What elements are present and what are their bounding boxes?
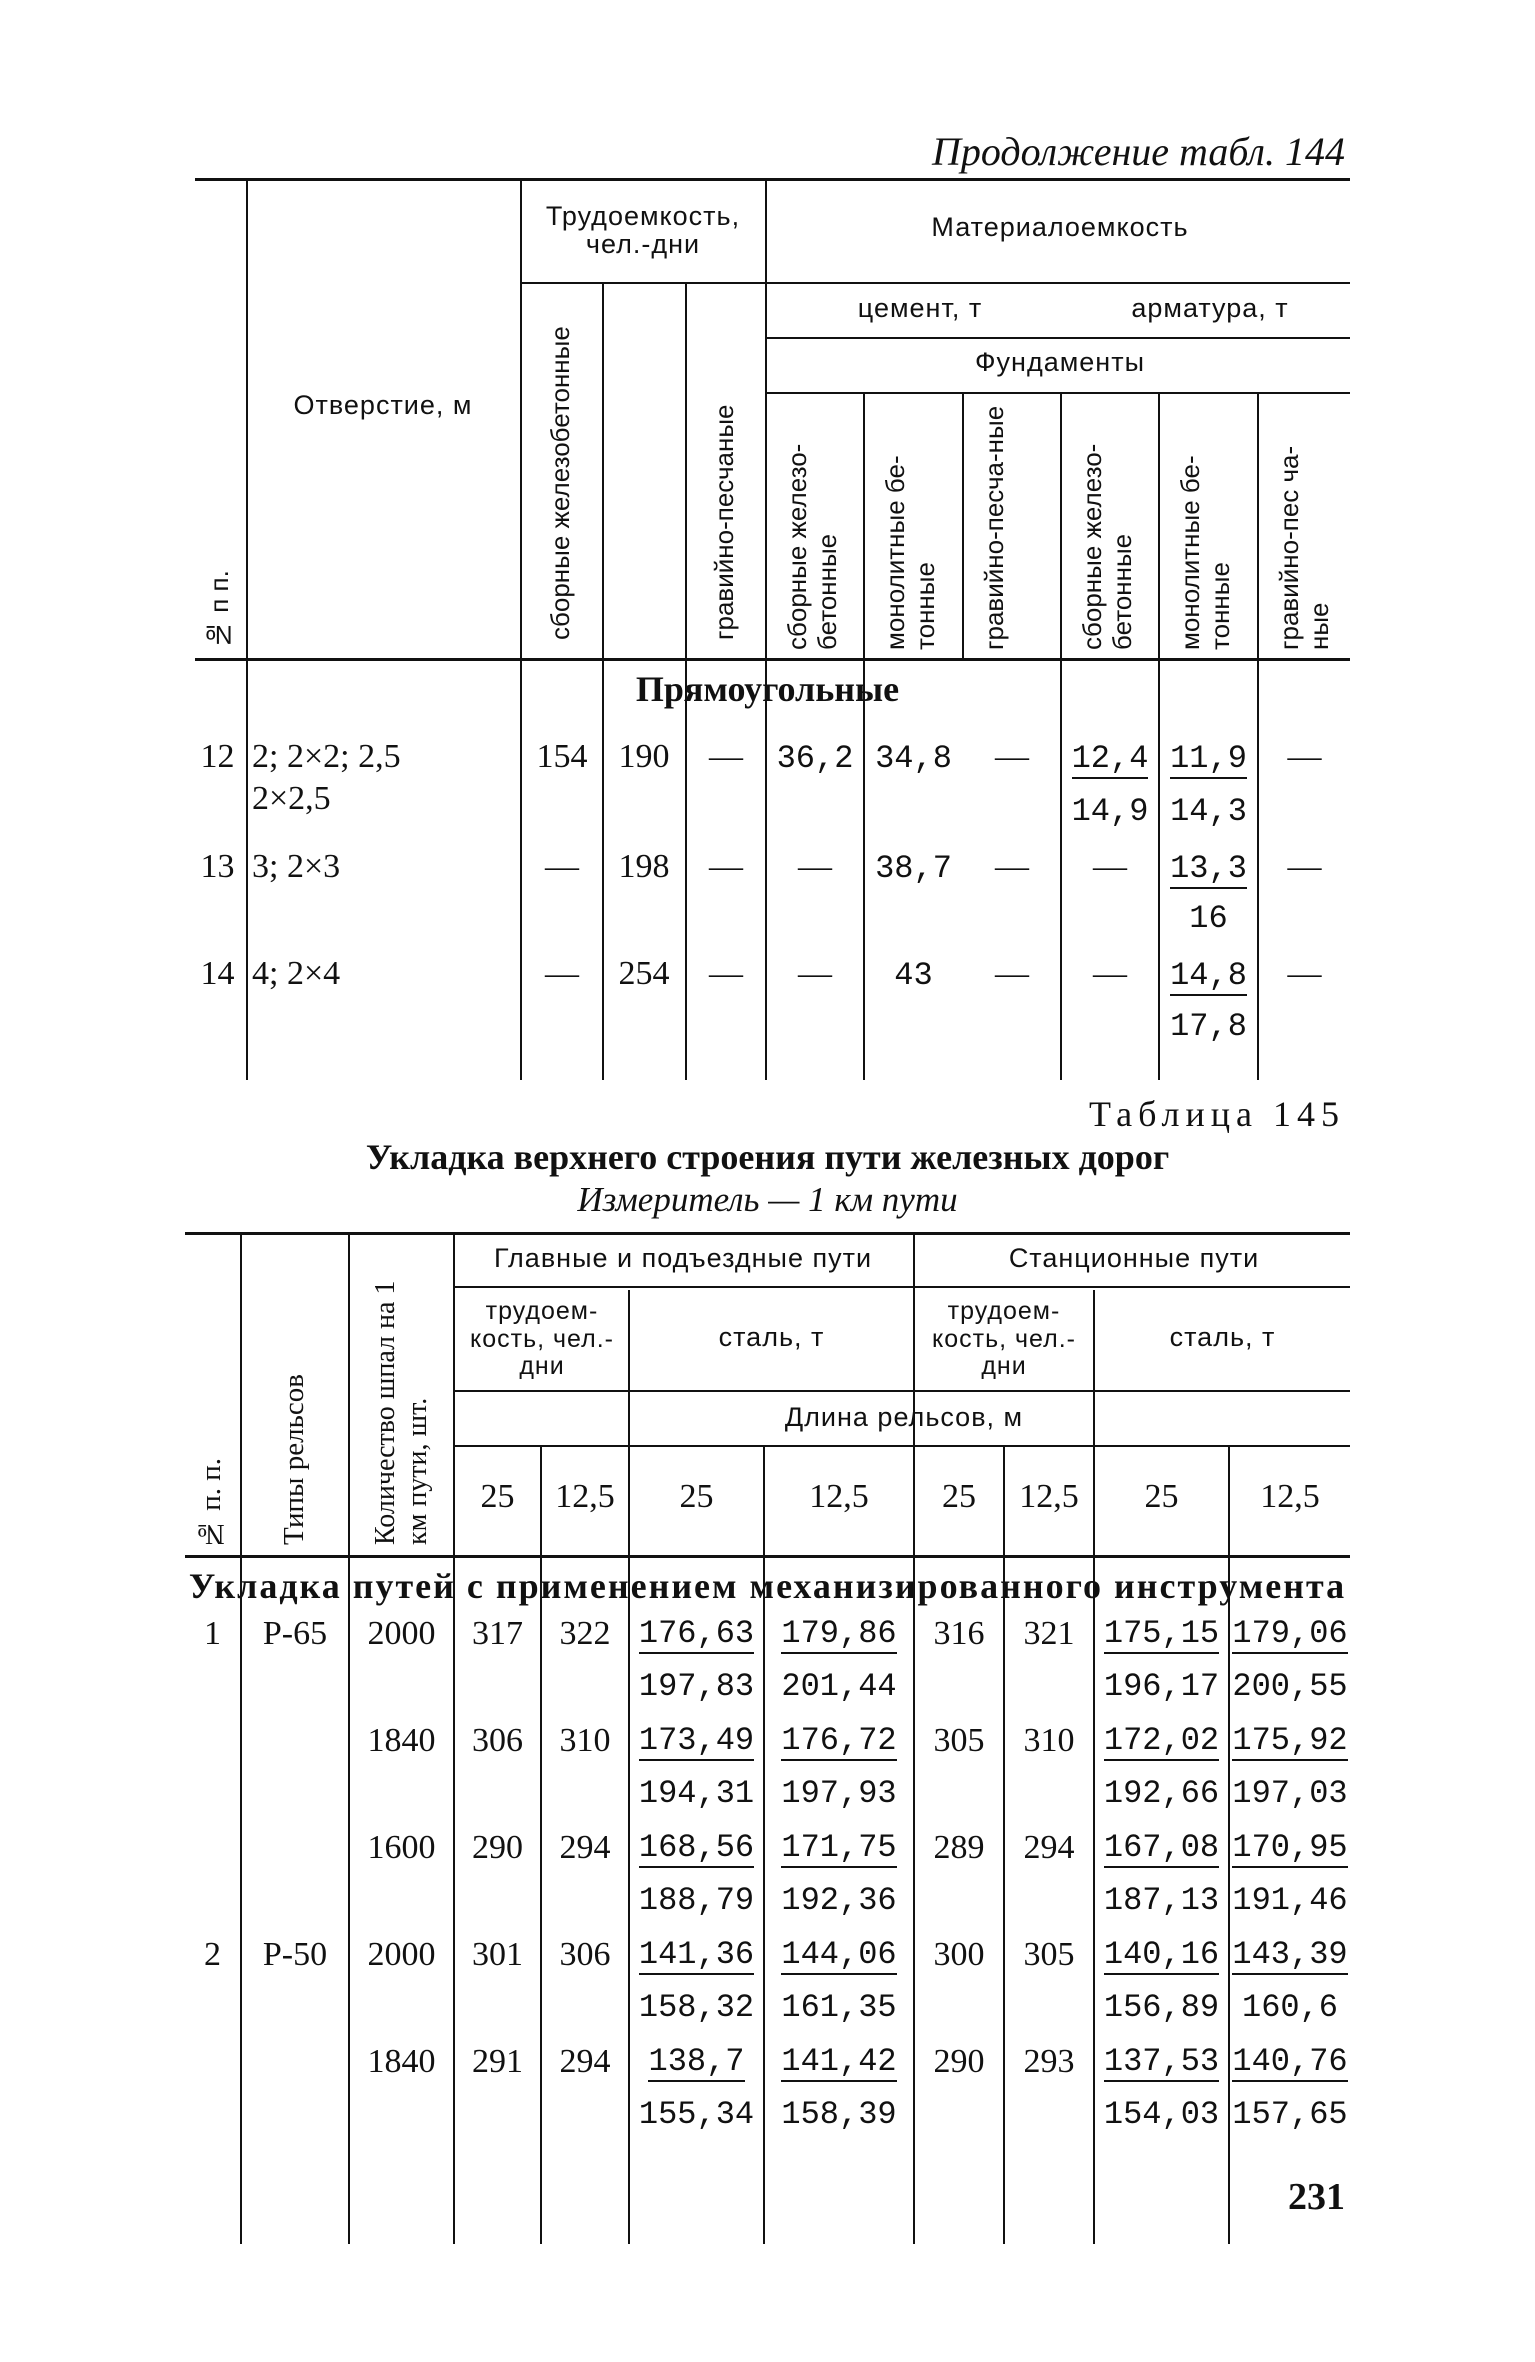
t145-r3-e: 289	[933, 1829, 985, 1866]
len-5: 25	[942, 1478, 976, 1515]
row14-no: 14	[200, 955, 235, 992]
row12-c6: —	[995, 738, 1029, 775]
row12-opening2: 2×2,5	[252, 780, 331, 817]
row14-opening: 4; 2×4	[252, 955, 341, 992]
t145-r1-c2: 197,83	[638, 1668, 755, 1705]
header-main-steel: сталь, т	[718, 1322, 825, 1352]
t145-r5-d1	[765, 2043, 913, 2080]
t145-r3-c2: 188,79	[638, 1882, 755, 1919]
row14-c1: —	[545, 955, 579, 992]
t145-r4-h2: 160,6	[1241, 1989, 1338, 2026]
t145-r3-g2: 187,13	[1103, 1882, 1220, 1919]
row12-c3: —	[709, 738, 743, 775]
t145-r2-h2: 197,03	[1232, 1775, 1348, 1812]
row13-no: 13	[200, 848, 235, 885]
header-sleepers: Количество шпал на 1 км пути, шт.	[370, 1280, 434, 1545]
row14-c7: —	[1093, 955, 1127, 992]
row12-opening: 2; 2×2; 2,5	[252, 738, 401, 775]
t145-r1-f: 321	[1023, 1615, 1075, 1652]
section-rectangular: Прямоугольные	[635, 669, 900, 709]
t145-r1-d2: 201,44	[781, 1668, 897, 1705]
t145-r4-g1-value: 140,16	[1103, 1936, 1220, 1973]
t145-r2-d2: 197,93	[781, 1775, 897, 1812]
header-opening: Отверстие, м	[293, 390, 473, 420]
t145-r2-a: 306	[472, 1722, 523, 1759]
row12-c7: 12,4	[1071, 740, 1149, 777]
t145-r1-g2: 196,17	[1103, 1668, 1220, 1705]
row12-no: 12	[200, 738, 235, 775]
t145-r5-h1	[1230, 2043, 1350, 2080]
header-v-mat-4: сборные железо-бетонные	[1077, 443, 1137, 650]
t145-r1-sl: 2000	[367, 1615, 436, 1652]
header-v-mat-6: гравийно-пес ча-ные	[1274, 445, 1334, 650]
t145-r1-g1-value: 175,15	[1103, 1615, 1220, 1652]
t145-r1-e: 316	[933, 1615, 985, 1652]
t145-r5-g1-value: 137,53	[1103, 2043, 1220, 2080]
t145-r5-f: 293	[1023, 2043, 1075, 2080]
t145-r1-d1-value: 179,86	[781, 1615, 897, 1652]
section-mechanized: Укладка путей с применением механизированного инструмента	[188, 1566, 1347, 1606]
t145-r1-h1	[1230, 1615, 1350, 1652]
t145-r5-sl: 1840	[367, 2043, 436, 2080]
row14-c9: —	[1287, 955, 1322, 992]
header-main-labor: трудоем-кость, чел.-дни	[470, 1297, 614, 1380]
row14-c8b: 17,8	[1170, 1008, 1247, 1045]
header-main-tracks: Главные и подъездные пути	[493, 1243, 873, 1273]
t145-r1-a: 317	[472, 1615, 523, 1652]
t145-r4-g1	[1095, 1936, 1228, 1973]
t145-r5-h2: 157,65	[1232, 2096, 1348, 2133]
row12-c9: —	[1287, 738, 1322, 775]
t145-r2-f: 310	[1023, 1722, 1075, 1759]
t145-r3-d1-value: 171,75	[781, 1829, 897, 1866]
t145-r5-a: 291	[472, 2043, 523, 2080]
t145-r4-a: 301	[472, 1936, 523, 1973]
table-145-label: Таблица 145	[1089, 1094, 1345, 1134]
header-v-mat-2: монолитные бе-тонные	[880, 455, 940, 650]
row13-c8: 13,3	[1170, 850, 1247, 887]
row12-c2: 190	[618, 738, 670, 775]
t145-r1-no: 1	[204, 1615, 221, 1652]
t145-r4-d1	[765, 1936, 913, 1973]
t145-r1-b: 322	[559, 1615, 611, 1652]
row13-c9: —	[1287, 848, 1322, 885]
header-v-labor-1: сборные железобетонные	[545, 326, 575, 640]
row12-c8b: 14,3	[1170, 793, 1247, 830]
t145-r5-c1	[630, 2043, 763, 2080]
t145-r2-b: 310	[559, 1722, 611, 1759]
header-foundations: Фундаменты	[975, 347, 1145, 377]
header-v-mat-1: сборные железо-бетонные	[782, 443, 842, 650]
t145-r3-h1	[1230, 1829, 1350, 1866]
row12-c1: 154	[536, 738, 588, 775]
header-no-145: № п. п.	[195, 1457, 227, 1550]
t145-r1-g1	[1095, 1615, 1228, 1652]
t145-r2-g1	[1095, 1722, 1228, 1759]
row12-c7b: 14,9	[1071, 793, 1149, 830]
t145-r5-d1-value: 141,42	[781, 2043, 897, 2080]
t145-r4-rail: Р-50	[262, 1936, 328, 1973]
row14-c4: —	[798, 955, 832, 992]
header-rail-length: Длина рельсов, м	[784, 1402, 1024, 1432]
header-station-tracks: Станционные пути	[1008, 1243, 1260, 1273]
t145-r5-d2: 158,39	[781, 2096, 897, 2133]
t145-r3-c1	[630, 1829, 763, 1866]
t145-r4-d1-value: 144,06	[781, 1936, 897, 1973]
row14-c5: 43	[894, 957, 933, 994]
page-number: 231	[1288, 2176, 1345, 2218]
t145-r4-h1-value: 143,39	[1232, 1936, 1348, 1973]
t145-r4-g2: 156,89	[1103, 1989, 1220, 2026]
row13-c2: 198	[618, 848, 670, 885]
header-materials: Материалоемкость	[931, 212, 1189, 242]
t145-r1-c1	[630, 1615, 763, 1652]
t145-r4-sl: 2000	[367, 1936, 436, 1973]
running-head: Продолжение табл. 144	[931, 129, 1345, 174]
t145-r2-g2: 192,66	[1103, 1775, 1220, 1812]
t145-r4-no: 2	[204, 1936, 221, 1973]
t145-r2-d1-value: 176,72	[781, 1722, 897, 1759]
row12-c5: 34,8	[875, 740, 952, 777]
t145-r2-g1-value: 172,02	[1103, 1722, 1220, 1759]
t145-r5-b: 294	[559, 2043, 611, 2080]
t145-r5-c1-value: 138,7	[648, 2043, 745, 2080]
header-no: № п п.	[204, 570, 234, 650]
t145-r4-h1	[1230, 1936, 1350, 1973]
header-cement: цемент, т	[857, 293, 983, 323]
row12-c8: 11,9	[1170, 740, 1247, 777]
header-station-steel: сталь, т	[1169, 1322, 1276, 1352]
row14-c6: —	[995, 955, 1029, 992]
header-v-mat-5: монолитные бе-тонные	[1175, 455, 1235, 650]
t145-r1-h2: 200,55	[1232, 1668, 1348, 1705]
header-rebar: арматура, т	[1131, 293, 1289, 323]
t145-r2-c1	[630, 1722, 763, 1759]
row13-c6: —	[995, 848, 1029, 885]
len-4: 12,5	[809, 1478, 869, 1515]
t145-r3-g1-value: 167,08	[1103, 1829, 1220, 1866]
len-7: 25	[1144, 1478, 1179, 1515]
t145-r5-h1-value: 140,76	[1232, 2043, 1348, 2080]
t145-r5-g2: 154,03	[1103, 2096, 1220, 2133]
t145-r5-c2: 155,34	[638, 2096, 755, 2133]
t145-r5-g1	[1095, 2043, 1228, 2080]
t145-r3-c1-value: 168,56	[638, 1829, 755, 1866]
t145-r2-h1	[1230, 1722, 1350, 1759]
row14-c8: 14,8	[1170, 957, 1247, 994]
row13-c7: —	[1093, 848, 1127, 885]
table-145-title: Укладка верхнего строения пути железных дорог	[365, 1137, 1170, 1177]
t145-r3-a: 290	[472, 1829, 523, 1866]
t145-r1-rail: Р-65	[262, 1615, 328, 1652]
t145-r3-sl: 1600	[367, 1829, 436, 1866]
t145-r2-h1-value: 175,92	[1232, 1722, 1348, 1759]
t145-r1-h1-value: 179,06	[1232, 1615, 1348, 1652]
t145-r3-d2: 192,36	[781, 1882, 897, 1919]
t145-r4-c1-value: 141,36	[638, 1936, 755, 1973]
row13-c4: —	[798, 848, 832, 885]
row13-c5: 38,7	[875, 850, 952, 887]
t145-r2-e: 305	[933, 1722, 985, 1759]
t145-r4-b: 306	[559, 1936, 611, 1973]
t145-r3-d1	[765, 1829, 913, 1866]
header-v-labor-3: гравийно-песчаные	[709, 404, 739, 640]
len-6: 12,5	[1019, 1478, 1079, 1515]
t145-r4-f: 305	[1023, 1936, 1075, 1973]
t145-r3-h1-value: 170,95	[1232, 1829, 1348, 1866]
t145-r4-e: 300	[933, 1936, 985, 1973]
len-8: 12,5	[1260, 1478, 1320, 1515]
table-145-subtitle: Измеритель — 1 км пути	[577, 1180, 958, 1219]
t145-r4-c1	[630, 1936, 763, 1973]
t145-r3-f: 294	[1023, 1829, 1075, 1866]
t145-r2-c1-value: 173,49	[638, 1722, 755, 1759]
header-station-labor: трудоем-кость, чел.-дни	[932, 1297, 1076, 1380]
t145-r4-d2: 161,35	[781, 1989, 897, 2026]
t145-r2-c2: 194,31	[638, 1775, 755, 1812]
t145-r1-c1-value: 176,63	[638, 1615, 755, 1652]
t145-r2-d1	[765, 1722, 913, 1759]
row14-c2: 254	[618, 955, 670, 992]
header-labor: Трудоемкость, чел.-дни	[545, 201, 741, 260]
row12-c4: 36,2	[776, 740, 854, 777]
t145-r1-d1	[765, 1615, 913, 1652]
t145-r3-b: 294	[559, 1829, 611, 1866]
len-2: 12,5	[555, 1478, 615, 1515]
len-1: 25	[480, 1478, 515, 1515]
row13-c3: —	[709, 848, 743, 885]
row13-c8b: 16	[1189, 900, 1228, 937]
row14-c3: —	[709, 955, 743, 992]
row13-c1: —	[545, 848, 579, 885]
row13-opening: 3; 2×3	[252, 848, 341, 885]
len-3: 25	[679, 1478, 714, 1515]
t145-r2-sl: 1840	[367, 1722, 436, 1759]
t145-r4-c2: 158,32	[638, 1989, 755, 2026]
header-rail-type: Типы рельсов	[278, 1374, 310, 1545]
t145-r3-g1	[1095, 1829, 1228, 1866]
header-v-mat-3: гравийно-песча-ные	[979, 405, 1009, 650]
t145-r3-h2: 191,46	[1232, 1882, 1348, 1919]
t145-r5-e: 290	[933, 2043, 985, 2080]
